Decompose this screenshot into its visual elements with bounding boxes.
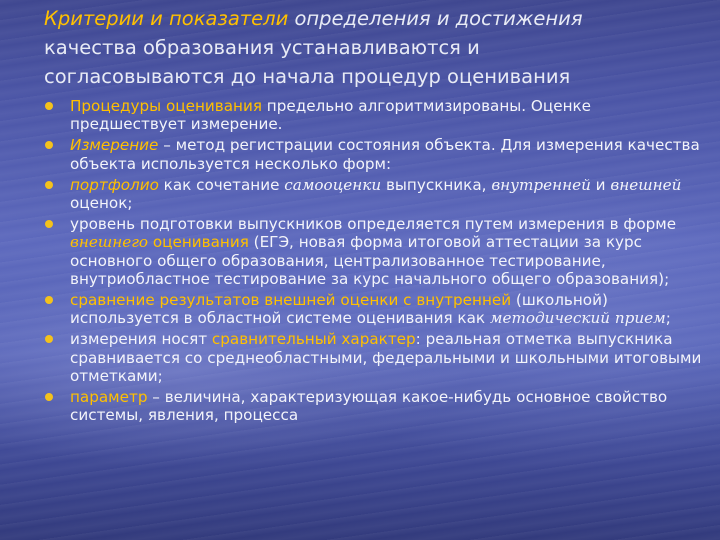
term-comparative: сравнительный характер — [211, 330, 416, 349]
title-italic: определения и достижения — [294, 7, 583, 30]
term-comparison: сравнение результатов внешней оценки с внутренней — [70, 291, 512, 310]
title-line-2: качества образования устанавливаются и — [44, 36, 480, 59]
title-line-1 — [44, 4, 704, 33]
item-text: (школьной) используется в областной системе оценивания как — [70, 291, 608, 328]
item-text: ; — [665, 309, 671, 328]
list-item — [44, 330, 704, 385]
item-text: измерения носят — [70, 330, 212, 349]
item-text: уровень подготовки выпускников определяется путем измерения в форме — [70, 215, 677, 234]
bullet-list — [44, 97, 704, 427]
term-parameter: параметр — [70, 388, 148, 407]
list-item — [44, 388, 704, 424]
term-external: внешней — [610, 175, 682, 194]
item-text: и — [590, 175, 611, 194]
term-procedures: Процедуры оценивания — [70, 97, 262, 115]
item-text: – величина, характеризующая какое-нибудь основное свойство системы, явления, процесса — [70, 388, 668, 425]
list-item — [44, 136, 704, 172]
list-item — [44, 176, 704, 212]
list-item — [44, 97, 704, 133]
term-assessment: оценивания — [148, 233, 249, 252]
title-highlight: Критерии и показатели — [44, 7, 289, 30]
item-text: – метод регистрации состояния объекта. Для измерения качества объекта используется несколько форм: — [70, 136, 700, 173]
list-item — [44, 291, 704, 327]
item-text: выпускника, — [381, 175, 492, 194]
item-text: (ЕГЭ, новая форма итоговой аттестации за курс основного общего образования, централизованное тестирование, внутриобластное тестирование за курс начального общего образования); — [70, 233, 670, 288]
title-line-3: согласовываются до начала процедур оценивания — [44, 65, 571, 88]
item-text: оценок; — [70, 194, 133, 213]
term-self-assessment: самооценки — [284, 175, 382, 194]
term-external-assessment: внешнего — [70, 233, 149, 252]
term-internal: внутренней — [491, 175, 591, 194]
term-method: методический прием — [489, 309, 666, 328]
term-portfolio: портфолио — [70, 175, 159, 194]
item-text: как сочетание — [158, 175, 285, 194]
term-measurement: Измерение — [70, 136, 159, 155]
slide-title — [44, 4, 704, 91]
list-item — [44, 215, 704, 288]
item-text: : реальная отметка выпускника сравнивается со среднеобластными, федеральными и школьными итоговыми отметками; — [70, 330, 702, 385]
item-text: предельно алгоритмизированы. Оценке предшествует измерение. — [70, 97, 592, 134]
